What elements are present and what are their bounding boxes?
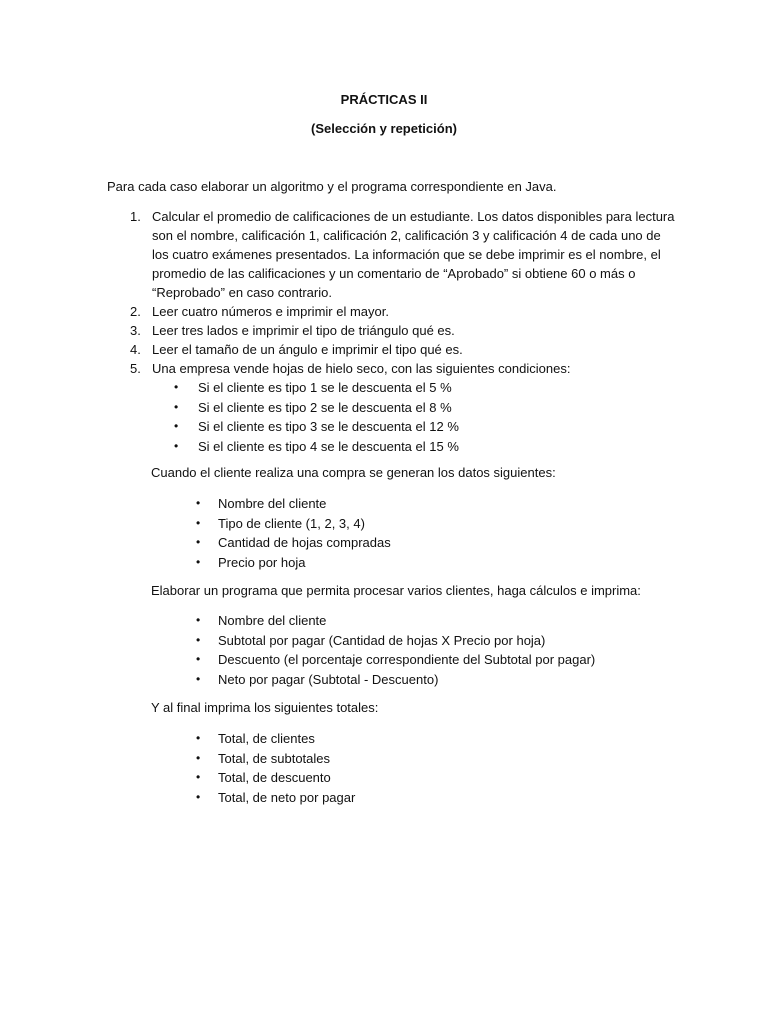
- item-line: Una empresa vende hojas de hielo seco, con las siguientes condiciones:: [152, 361, 571, 376]
- list-item-4: [130, 340, 670, 359]
- bullet-icon: •: [174, 380, 179, 394]
- item-number: 2.: [130, 304, 141, 319]
- bullet-item: • Total, de neto por pagar: [196, 788, 355, 808]
- bullet-icon: •: [196, 632, 201, 647]
- list-item-1: [130, 207, 675, 302]
- bullet-item: • Total, de clientes: [196, 729, 355, 749]
- bullet-icon: •: [196, 554, 201, 569]
- page-subtitle: (Selección y repetición): [311, 121, 457, 136]
- bullet-item: • Neto por pagar (Subtotal - Descuento): [196, 670, 595, 690]
- item-line: los cuatro exámenes presentados. La información que se debe imprimir es el nombre, el: [152, 247, 661, 262]
- bullet-item: • Tipo de cliente (1, 2, 3, 4): [196, 514, 391, 534]
- bullet-icon: •: [196, 731, 201, 745]
- bullet-item: • Nombre del cliente: [196, 494, 391, 514]
- list-item-5: [130, 359, 670, 456]
- bullet-icon: •: [196, 770, 201, 784]
- intro-paragraph: Para cada caso elaborar un algoritmo y el programa correspondiente en Java.: [107, 179, 557, 194]
- bullet-item: • Precio por hoja: [196, 553, 391, 573]
- bullet-icon: •: [196, 496, 201, 510]
- item-number: 1.: [130, 209, 141, 224]
- bullet-item: • Total, de subtotales: [196, 749, 355, 769]
- bullet-item: • Total, de descuento: [196, 768, 355, 788]
- bullet-icon: •: [174, 419, 179, 433]
- list-item-2: [130, 302, 670, 321]
- item-number: 4.: [130, 342, 141, 357]
- item-line: Leer el tamaño de un ángulo e imprimir el tipo qué es.: [152, 342, 463, 357]
- item-number: 3.: [130, 323, 141, 338]
- item-line: promedio de las calificaciones y un comentario de “Aprobado” si obtiene 60 o más o: [152, 266, 636, 281]
- discount-bullets: [174, 378, 670, 456]
- bullet-item: • Descuento (el porcentaje correspondiente del Subtotal por pagar): [196, 650, 595, 670]
- item-line: Leer tres lados e imprimir el tipo de triángulo qué es.: [152, 323, 455, 338]
- item-line: son el nombre, calificación 1, calificación 2, calificación 3 y calificación 4 de cada uno de: [152, 228, 661, 243]
- totals-list: [196, 729, 355, 807]
- page-title: PRÁCTICAS II: [340, 92, 428, 107]
- item-line: “Reprobado” en caso contrario.: [152, 285, 332, 300]
- paragraph-data-generated: Cuando el cliente realiza una compra se generan los datos siguientes:: [151, 465, 556, 480]
- numbered-list: [130, 207, 675, 456]
- bullet-icon: •: [196, 789, 201, 804]
- bullet-item: • Nombre del cliente: [196, 611, 595, 631]
- bullet-icon: •: [196, 613, 201, 627]
- item-line: Calcular el promedio de calificaciones de un estudiante. Los datos disponibles para lectura: [152, 209, 675, 224]
- paragraph-program: Elaborar un programa que permita procesar varios clientes, haga cálculos e imprima:: [151, 583, 641, 598]
- client-data-list: [196, 494, 391, 572]
- bullet-icon: •: [196, 515, 201, 530]
- bullet-item: • Si el cliente es tipo 1 se le descuenta el 5 %: [174, 378, 670, 398]
- item-line: Leer cuatro números e imprimir el mayor.: [152, 304, 389, 319]
- bullet-icon: •: [196, 652, 201, 666]
- paragraph-totals: Y al final imprima los siguientes totales:: [151, 700, 379, 715]
- bullet-item: • Si el cliente es tipo 4 se le descuenta el 15 %: [174, 437, 670, 457]
- item-number: 5.: [130, 361, 141, 376]
- bullet-icon: •: [196, 535, 201, 549]
- bullet-icon: •: [174, 438, 179, 453]
- output-list: [196, 611, 595, 689]
- list-item-3: [130, 321, 670, 340]
- bullet-icon: •: [196, 671, 201, 686]
- bullet-item: • Si el cliente es tipo 2 se le descuenta el 8 %: [174, 398, 670, 418]
- bullet-item: • Subtotal por pagar (Cantidad de hojas X Precio por hoja): [196, 631, 595, 651]
- bullet-item: • Cantidad de hojas compradas: [196, 533, 391, 553]
- bullet-icon: •: [174, 399, 179, 414]
- bullet-icon: •: [196, 750, 201, 765]
- bullet-item: • Si el cliente es tipo 3 se le descuenta el 12 %: [174, 417, 670, 437]
